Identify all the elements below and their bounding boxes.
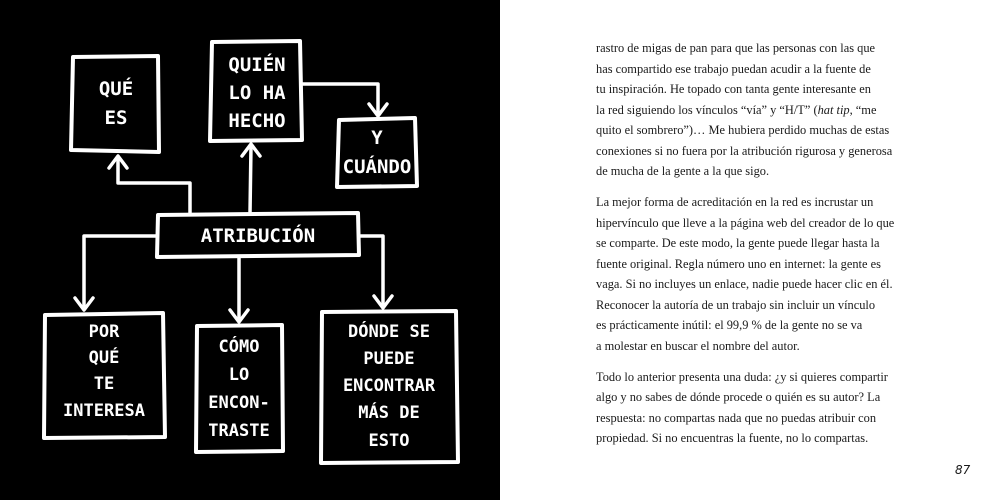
- connector-donde: [359, 236, 383, 304]
- p1-line-5: quito el sombrero”)… Me hubiera perdido muchas de estas: [596, 123, 890, 137]
- page-number: 87: [955, 463, 971, 477]
- p3-line-3: respuesta: no compartas nada que no puedas atribuir con: [596, 410, 877, 425]
- p1-line-4-a: la red siguiendo los vínculos “vía” y “H/T” (: [596, 102, 818, 117]
- como-line-3: ENCON-: [208, 393, 270, 413]
- y-cuando-line-1: Y: [371, 127, 383, 149]
- p3-line-2: algo y no sabes de dónde procede o quién es su autor? La: [596, 390, 881, 404]
- por-que-line-3: TE: [93, 374, 115, 394]
- p1-line-3: tu inspiración. He topado con tanta gente interesante en: [596, 82, 871, 96]
- paragraph-2: [596, 192, 896, 356]
- que-es-line-2: ES: [104, 107, 128, 129]
- que-es-line-1: QUÉ: [98, 78, 134, 100]
- p1-line-4-b: , “me: [849, 102, 877, 117]
- p1-line-4: [596, 100, 896, 121]
- p1-line-6: conexiones si no fuera por la atribución rigurosa y generosa: [596, 143, 893, 158]
- como-line-2: LO: [228, 365, 250, 385]
- connector-por-que: [84, 236, 157, 306]
- p2-line-2: hipervínculo que lleve a la página web del creador de lo que: [596, 215, 895, 230]
- quien-line-1: QUIÉN: [228, 54, 286, 76]
- p2-line-4: fuente original. Regla número uno en internet: la gente es: [596, 256, 881, 271]
- por-que-line-4: INTERESA: [63, 401, 145, 421]
- paragraph-3: [596, 367, 896, 449]
- p3-line-4: propiedad. Si no encuentras la fuente, no lo compartas.: [596, 431, 869, 445]
- p2-line-7: es prácticamente inútil: el 99,9 % de la gente no se va: [596, 318, 863, 332]
- que-es-box: [71, 56, 159, 152]
- p1-line-4-italic: hat tip: [817, 102, 850, 117]
- por-que-line-2: QUÉ: [88, 348, 120, 368]
- p2-line-5: vaga. Si no incluyes un enlace, nadie puede hacer clic en él.: [596, 277, 893, 291]
- p2-line-3: se comparte. De este modo, la gente puede llegar hasta la: [596, 236, 880, 250]
- quien-line-3: HECHO: [228, 110, 286, 132]
- donde-line-1: DÓNDE SE: [348, 322, 430, 342]
- como-line-4: TRASTE: [208, 421, 270, 441]
- p3-line-1: Todo lo anterior presenta una duda: ¿y si quieres compartir: [596, 369, 888, 384]
- donde-line-3: ENCONTRAR: [342, 376, 436, 396]
- connector-que-es: [118, 158, 190, 214]
- connector-y-cuando: [302, 84, 378, 112]
- connector-quien: [250, 146, 251, 213]
- paragraph-1: [596, 38, 896, 182]
- text-page: [500, 0, 1000, 500]
- p2-line-8: a molestar en buscar el nombre del autor.: [596, 338, 800, 353]
- p1-line-2: has compartido ese trabajo puedan acudir a la fuente de: [596, 61, 871, 76]
- body-text: [596, 38, 896, 459]
- quien-line-2: LO HA: [228, 82, 286, 104]
- por-que-line-1: POR: [88, 322, 120, 342]
- y-cuando-line-2: CUÁNDO: [342, 156, 412, 178]
- p1-line-7: de mucha de la gente a la que sigo.: [596, 164, 770, 178]
- p1-line-1: rastro de migas de pan para que las personas con las que: [596, 41, 876, 55]
- p2-line-6: Reconocer la autoría de un trabajo sin incluir un vínculo: [596, 297, 876, 312]
- center-label: ATRIBUCIÓN: [200, 225, 316, 247]
- donde-line-5: ESTO: [368, 431, 410, 451]
- p2-line-1: La mejor forma de acreditación en la red es incrustar un: [596, 195, 874, 209]
- donde-line-4: MÁS DE: [358, 403, 420, 423]
- donde-line-2: PUEDE: [363, 349, 415, 369]
- como-line-1: CÓMO: [218, 337, 260, 357]
